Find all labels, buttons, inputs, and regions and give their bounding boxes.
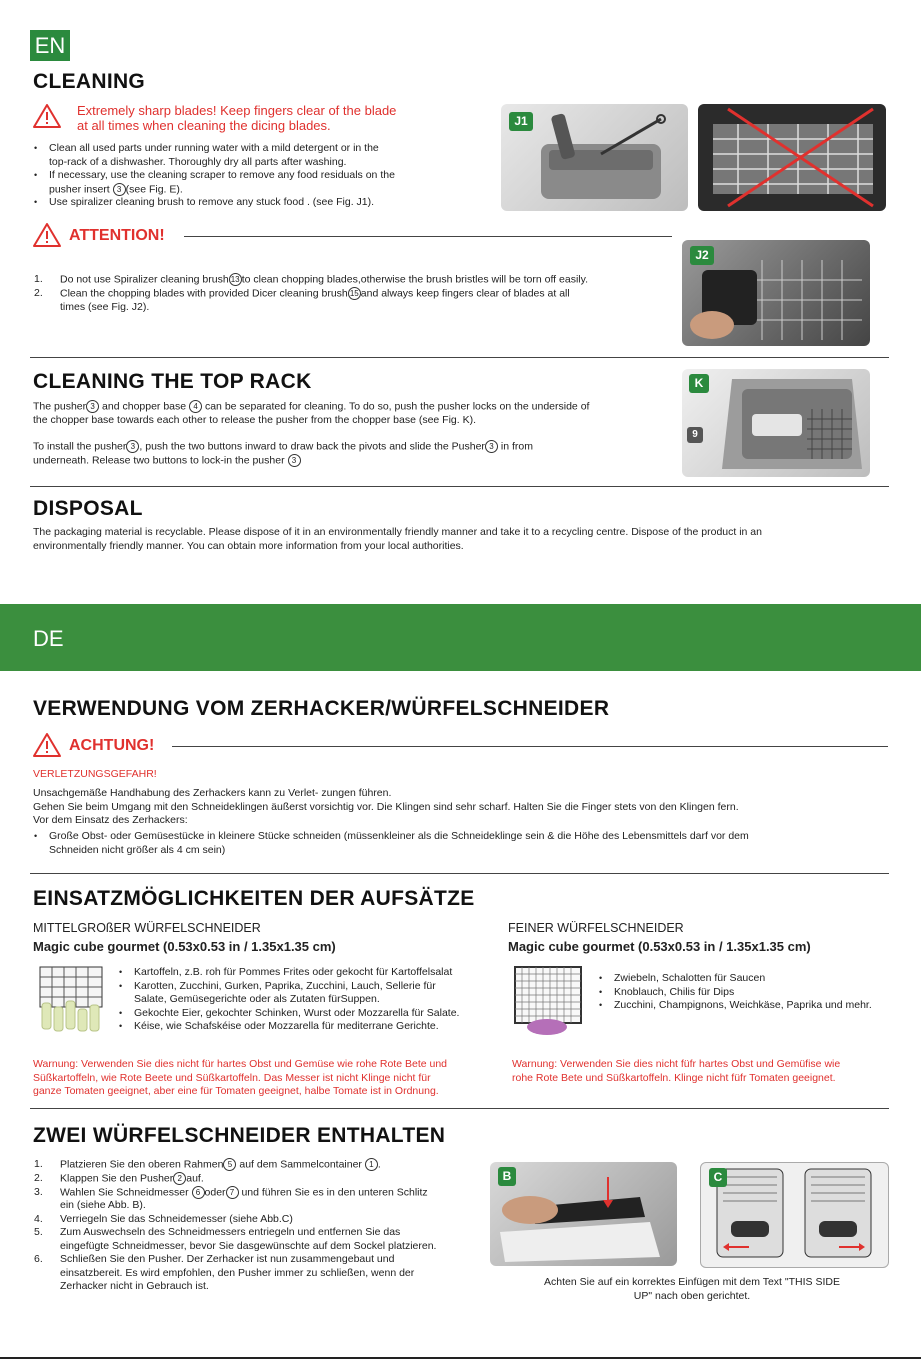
- figure-label: J2: [690, 246, 714, 265]
- divider: [30, 357, 889, 358]
- list-item: 3. Wahlen Sie Schneidmesser 6 oder 7 und führen Sie es in den unteren Schlitz ein (siehe Abb. B).: [34, 1185, 428, 1212]
- top-rack-illustration: [682, 369, 870, 477]
- part-number: 9: [687, 427, 703, 443]
- list-item: 2. Clean the chopping blades with provided Dicer cleaning brush 15 and always keep fingers clear of blades at all times (see Fig. J2).: [34, 286, 570, 313]
- list-item: • Kéise, wie Schafskéise oder Mozzarella für mediterrane Gerichte.: [117, 1020, 497, 1034]
- figure-b: [490, 1162, 677, 1266]
- danger-label: VERLETZUNGSGEFAHR!: [33, 768, 157, 780]
- usage-list: [32, 830, 882, 857]
- medium-dicer-list: [117, 966, 497, 1034]
- usage-text: Unsachgemäße Handhabung des Zerhackers kann zu Verlet- zungen führen. Gehen Sie beim Umgang mit den Schneideklingen äußerst vorsichtig vor. Die Klingen sind sehr scharf. Halten Sie die Finger stets von den Klingen fern. Vor dem Einsatz des Zerhackers:: [33, 787, 739, 826]
- figure-label: C: [709, 1168, 727, 1187]
- disposal-text: The packaging material is recyclable. Please dispose of it in an environmentally friendly manner and take it to a recycling centre. Dispose of the product in an environmentally friendly manner. You can obtain more information from your local authorities.: [33, 526, 762, 552]
- warning-text: Extremely sharp blades! Keep fingers clear of the blade at all times when cleaning the dicing blades.: [77, 103, 397, 133]
- divider: [184, 236, 672, 237]
- list-item: • Knoblauch, Chilis für Dips: [597, 986, 897, 1000]
- medium-dicer-name: Magic cube gourmet (0.53x0.53 in / 1.35x1.35 cm): [33, 939, 336, 954]
- figure-label: B: [498, 1167, 516, 1186]
- figure-label: J1: [509, 112, 533, 131]
- fine-dicer-warning: Warnung: Verwenden Sie dies nicht füfr hartes Obst und Gemüfise wie rohe Rote Bete und Süßkartoffeln. Klinge nicht füfr Tomaten geeignet.: [512, 1058, 841, 1084]
- list-item: 6. Schließen Sie den Pusher. Der Zerhacker ist nun zusammengebaut und einsatzbereit. Es wird empfohlen, den Pusher immer zu schließen, wenn der Zerhacker nicht in Gebrauch ist.: [34, 1253, 415, 1293]
- assembly-steps: [34, 1158, 484, 1294]
- blade-lock-illustration: [701, 1163, 888, 1267]
- list-item: • Karotten, Zucchini, Gurken, Paprika, Zucchini, Lauch, Sellerie für Salate, Gemüsegerichte oder als Zutaten fürSuppen.: [117, 980, 497, 1007]
- divider: [30, 1108, 889, 1109]
- language-badge-de: DE: [33, 626, 64, 651]
- warning-icon: [32, 732, 62, 758]
- figure-label: K: [689, 374, 709, 393]
- section-title-two-dicers: ZWEI WÜRFELSCHNEIDER ENTHALTEN: [33, 1124, 446, 1147]
- attention-label: ATTENTION!: [69, 227, 165, 244]
- figure-j1: [501, 104, 688, 211]
- fine-dicer-list: [597, 972, 897, 1013]
- page-bottom-rule: [0, 1357, 921, 1359]
- section-title-attachments: EINSATZMÖGLICHKEITEN DER AUFSÄTZE: [33, 887, 475, 910]
- top-rack-paragraph-2: To install the pusher 3 , push the two buttons inward to draw back the pivots and slide the Pusher 3 in from underneath. Release two buttons to lock-in the pusher 3: [33, 440, 533, 467]
- fine-dicer-label: FEINER WÜRFELSCHNEIDER: [508, 921, 684, 935]
- attention-label: ACHTUNG!: [69, 737, 155, 754]
- section-title-top-rack: CLEANING THE TOP RACK: [33, 370, 312, 393]
- list-item: • Große Obst- oder Gemüsestücke in kleinere Stücke schneiden (müssenkleiner als die Schneideklinge sein & die Höhe des Lebensmittels darf vor dem Schneiden nicht größer als 4 cm sein): [32, 830, 882, 857]
- warning-icon: [32, 103, 62, 129]
- list-item: 1. Do not use Spiralizer cleaning brush 13 to clean chopping blades,otherwise the brush bristles will be torn off easily.: [34, 273, 588, 286]
- list-item: • Clean all used parts under running water with a mild detergent or in the: [32, 142, 482, 156]
- list-item: 2. Klappen Sie den Pusher 2 auf.: [34, 1171, 204, 1185]
- top-rack-paragraph-1: The pusher 3 and chopper base 4 can be separated for cleaning. To do so, push the pusher locks on the underside of the chopper base towards each other to release the pusher from the chopper base (see Fig. K).: [33, 400, 590, 426]
- list-item-continued: pusher insert 3 (see Fig. E).: [49, 182, 183, 195]
- list-item: • Use spiralizer cleaning brush to remove any stuck food . (see Fig. J1).: [32, 196, 482, 210]
- figure-wrong-cleaning: [698, 104, 886, 211]
- list-item: 1. Platzieren Sie den oberen Rahmen 5 auf dem Sammelcontainer 1 .: [34, 1158, 381, 1171]
- attention-list: [34, 273, 674, 314]
- figure-k: [682, 369, 870, 477]
- figure-c: [700, 1162, 889, 1268]
- warning-icon: [32, 222, 62, 248]
- divider: [30, 873, 889, 874]
- medium-dicer-label: MITTELGROßER WÜRFELSCHNEIDER: [33, 921, 261, 935]
- list-item: • Zwiebeln, Schalotten für Saucen: [597, 972, 897, 986]
- divider: [172, 746, 888, 747]
- cross-out-icon: [698, 104, 886, 211]
- list-item: • If necessary, use the cleaning scraper to remove any food residuals on the: [32, 169, 482, 183]
- section-title-disposal: DISPOSAL: [33, 497, 143, 520]
- medium-dicer-warning: Warnung: Verwenden Sie dies nicht für hartes Obst und Gemüse wie rohe Rote Bete und Süßkartoffeln, wie Rote Beete und Süßkartoffeln. Das Messer ist nicht Klinge nicht für ganze Tomaten geeignet, aber eine für Tomaten geeignet, halbe Tomate ist in Ordnung.: [33, 1058, 448, 1097]
- list-item: 5. Zum Auswechseln des Schneidmessers entriegeln und entfernen Sie das eingefügte Schneidmesser, bevor Sie dasgewünschte auf dem Sockel platzieren.: [34, 1226, 437, 1252]
- section-title-usage: VERWENDUNG VOM ZERHACKER/WÜRFELSCHNEIDER: [33, 697, 610, 720]
- list-item-continued: top-rack of a dishwasher. Thoroughly dry all parts after washing.: [49, 155, 347, 168]
- list-item: • Zucchini, Champignons, Weichkäse, Paprika und mehr.: [597, 999, 897, 1013]
- language-badge-en: EN: [30, 30, 70, 61]
- language-bar-de: [0, 604, 921, 671]
- fine-dicer-image: [509, 963, 587, 1035]
- list-item: • Kartoffeln, z.B. roh für Pommes Frites oder gekocht für Kartoffelsalat: [117, 966, 497, 980]
- blade-insert-illustration: [490, 1162, 677, 1266]
- list-item: 4. Verriegeln Sie das Schneidemesser (siehe Abb.C): [34, 1212, 293, 1225]
- cleaning-list: [32, 142, 482, 210]
- medium-dicer-image: [34, 963, 108, 1035]
- list-item: • Gekochte Eier, gekochter Schinken, Wurst oder Mozzarella für Salate.: [117, 1007, 497, 1021]
- figure-j2: [682, 240, 870, 346]
- figure-caption: Achten Sie auf ein korrektes Einfügen mit dem Text "THIS SIDE UP" nach oben gerichtet.: [544, 1276, 840, 1302]
- divider: [30, 486, 889, 487]
- section-title-cleaning: CLEANING: [33, 70, 146, 93]
- fine-dicer-name: Magic cube gourmet (0.53x0.53 in / 1.35x1.35 cm): [508, 939, 811, 954]
